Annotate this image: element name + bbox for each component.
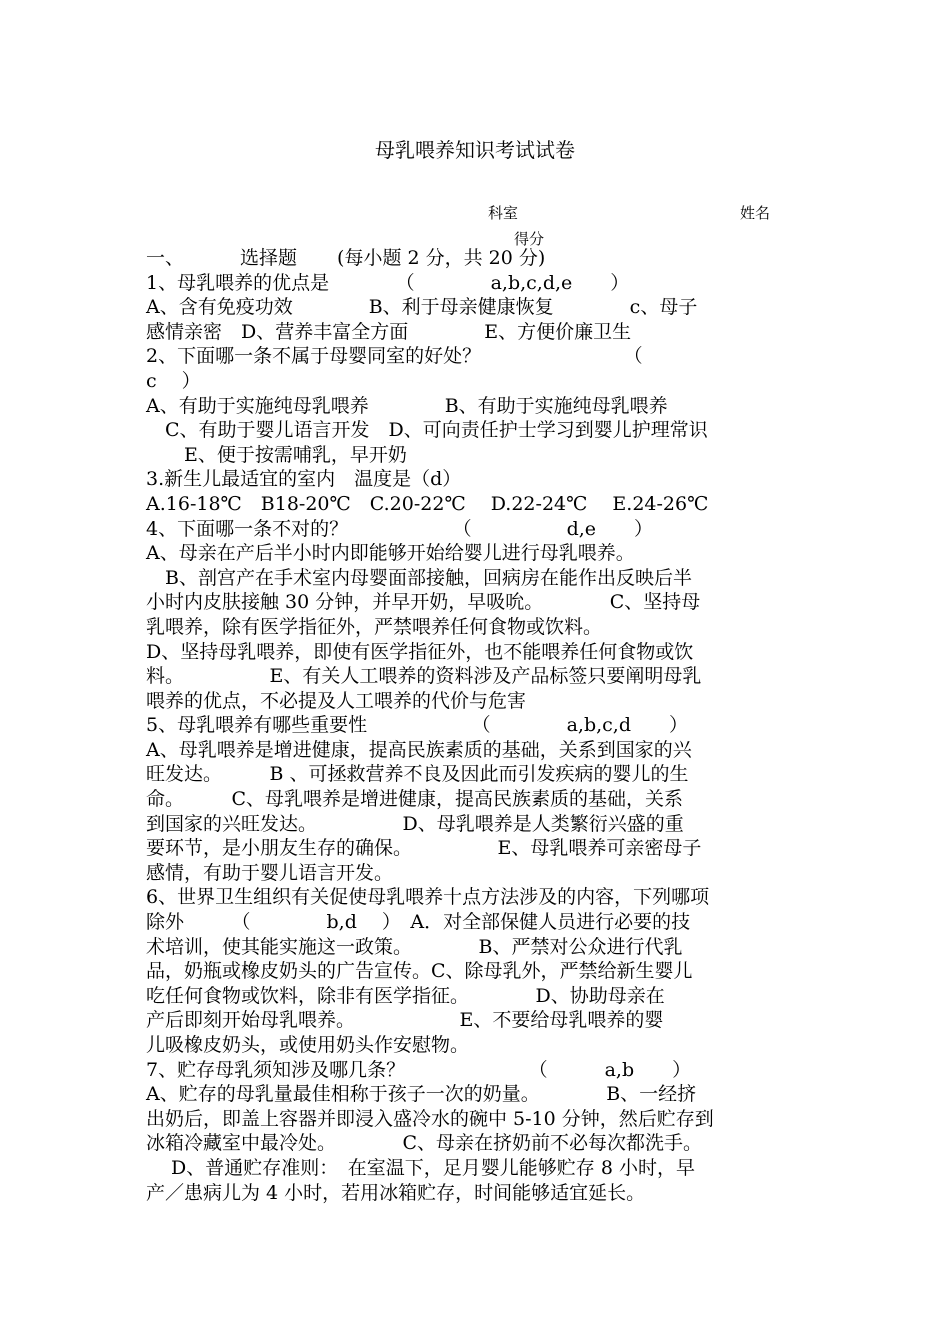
q5-options-line: 感情，有助于婴儿语言开发。 — [146, 861, 394, 884]
q6-options-line: 术培训，使其能实施这一政策。 B、严禁对公众进行代乳 — [146, 935, 683, 958]
q2-answer: c ） — [146, 369, 201, 392]
q7-options-line: D、普通贮存准则： 在室温下，足月婴儿能够贮存 8 小时，早 — [146, 1156, 695, 1179]
q3-options-line: A.16-18℃ B18-20℃ C.20-22℃ D.22-24℃ E.24-26℃ — [146, 492, 709, 515]
dept-label: 科室 — [488, 204, 519, 222]
section-name: 选择题 — [240, 247, 298, 269]
q5-options-line: 要环节，是小朋友生存的确保。 E、母乳喂养可亲密母子 — [146, 837, 702, 860]
q7-stem: 7、贮存母乳须知涉及哪几条？ （ a,b ） — [146, 1058, 692, 1081]
q6-options-line: 产后即刻开始母乳喂养。 E、不要给母乳喂养的婴 — [146, 1009, 664, 1032]
q4-options-line: A、母亲在产后半小时内即能够开始给婴儿进行母乳喂养。 — [146, 542, 635, 565]
q2-options-line: A、有助于实施纯母乳喂养 B、有助于实施纯母乳喂养 — [146, 394, 668, 417]
q6-options-line: 品，奶瓶或橡皮奶头的广告宣传。C、除母乳外，严禁给新生婴儿 — [146, 960, 693, 983]
name-label: 姓名 — [740, 204, 771, 222]
q4-options-line: 乳喂养，除有医学指征外，严禁喂养任何食物或饮料。 — [146, 615, 603, 638]
section-heading — [146, 246, 810, 271]
score-label: 得分 — [514, 230, 545, 248]
q5-stem: 5、母乳喂养有哪些重要性 （ a,b,c,d ） — [146, 714, 689, 737]
q1-stem: 1、母乳喂养的优点是 （ a,b,c,d,e ） — [146, 271, 630, 294]
q7-options-line: A、贮存的母乳量最佳相称于孩子一次的奶量。 B、一经挤 — [146, 1083, 697, 1106]
exam-body — [146, 246, 810, 1205]
q4-options-line: 小时内皮肤接触 30 分钟，并早开奶，早吸吮。 C、坚持母 — [146, 591, 701, 614]
q7-options-line: 产／患病儿为 4 小时，若用冰箱贮存，时间能够适宜延长。 — [146, 1181, 646, 1204]
q4-options-line: 料。 E、有关人工喂养的资料涉及产品标签只要阐明母乳 — [146, 665, 702, 688]
section-number: 一、 — [146, 247, 185, 269]
q6-stem: 6、世界卫生组织有关促使母乳喂养十点方法涉及的内容，下列哪项 — [146, 886, 710, 909]
q7-options-line: 冰箱冷藏室中最冷处。 C、母亲在挤奶前不必每次都洗手。 — [146, 1132, 703, 1155]
q5-options-line: 命。 C、母乳喂养是增进健康，提高民族素质的基础，关系 — [146, 788, 684, 811]
q4-stem: 4、下面哪一条不对的？ （ d,e ） — [146, 517, 654, 540]
section-note: (每小题 2 分，共 20 分) — [337, 247, 546, 269]
q2-options-line: C、有助于婴儿语言开发 D、可向责任护士学习到婴儿护理常识 — [146, 419, 708, 442]
q4-options-line: 喂养的优点，不必提及人工喂养的代价与危害 — [146, 689, 527, 712]
q2-options-line: E、便于按需哺乳，早开奶 — [146, 443, 407, 466]
q6-options-line: 吃任何食物或饮料，除非有医学指征。 D、协助母亲在 — [146, 984, 665, 1007]
q4-options-line: D、坚持母乳喂养，即使有医学指征外，也不能喂养任何食物或饮 — [146, 640, 694, 663]
q3-stem: 3.新生儿最适宜的室内 温度是（d） — [146, 468, 462, 491]
page-title: 母乳喂养知识考试试卷 — [375, 138, 575, 162]
q6-options-line: 儿吸橡皮奶头，或使用奶头作安慰物。 — [146, 1034, 470, 1056]
q5-options-line: 旺发达。 B 、可拯救营养不良及因此而引发疾病的婴儿的生 — [146, 763, 689, 786]
q5-options-line: 到国家的兴旺发达。 D、母乳喂养是人类繁衍兴盛的重 — [146, 812, 684, 835]
q6-options-line: 除外 （ b,d ） A．对全部保健人员进行必要的技 — [146, 911, 691, 934]
q1-options-line: A、含有免疫功效 B、利于母亲健康恢复 c、母子 — [146, 296, 698, 319]
q1-options-line: 感情亲密 D、营养丰富全方面 E、方便价廉卫生 — [146, 320, 632, 343]
q5-options-line: A、母乳喂养是增进健康，提高民族素质的基础，关系到国家的兴 — [146, 738, 692, 761]
q4-options-line: B、剖宫产在手术室内母婴面部接触，回病房在能作出反映后半 — [146, 566, 692, 589]
q2-stem: 2、下面哪一条不属于母婴同室的好处？ （ — [146, 345, 643, 368]
q7-options-line: 出奶后，即盖上容器并即浸入盛冷水的碗中 5-10 分钟，然后贮存到 — [146, 1107, 714, 1130]
